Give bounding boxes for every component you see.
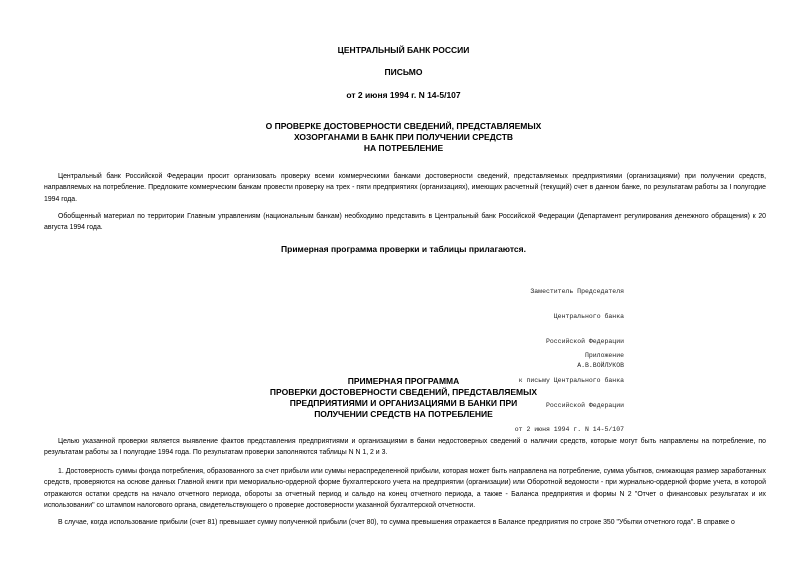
attachment-note: Примерная программа проверки и таблицы прилагаются. [281, 244, 526, 254]
paragraph-2-text: Обобщенный материал по территории Главным управлениям (национальным банкам) необходимо представить в Центральный банк Российской Федерации (Департамент регулирования денежного обращения) к 20 августа 1994 года. [44, 213, 766, 232]
appendix-line-4: от 2 июня 1994 г. N 14-5/107 [514, 426, 624, 434]
appendix-line-2: к письму Центрального банка [518, 377, 624, 385]
program-paragraph-1 [44, 436, 766, 459]
program-paragraph-2 [44, 466, 766, 512]
appendix-line-3: Российской Федерации [545, 401, 624, 409]
program-title-line-2: ПРОВЕРКИ ДОСТОВЕРНОСТИ СВЕДЕНИЙ, ПРЕДСТАВЛЯЕМЫХ [269, 387, 538, 397]
signature-line-1: Заместитель Председателя [530, 288, 624, 296]
program-title-line-3: ПРЕДПРИЯТИЯМИ И ОРГАНИЗАЦИЯМИ В БАНКИ ПРИ [289, 398, 518, 408]
paragraph-2 [44, 211, 766, 234]
doc-type: ПИСЬМО [384, 67, 423, 77]
doc-title-line-1: О ПРОВЕРКЕ ДОСТОВЕРНОСТИ СВЕДЕНИЙ, ПРЕДСТАВЛЯЕМЫХ [265, 121, 542, 131]
program-paragraph-3-text: В случае, когда использование прибыли (счет 81) превышает сумму полученной прибыли (счет 80), то сумма превышения отражается в Балансе предприятия по строке 350 "Убытки отчетного года". В справке о [58, 519, 735, 526]
program-paragraph-1-text: Целью указанной проверки является выявление фактов представления предприятиями и организациями в банки недостоверных сведений о наличии средств, которые могут быть направлены на потребление, по результатам работы за I полугодие 1994 года. По результатам проверки заполняются таблицы N N 1, 2 и 3. [44, 438, 766, 457]
doc-date-number: от 2 июня 1994 г. N 14-5/107 [346, 90, 461, 100]
paragraph-1-text: Центральный банк Российской Федерации просит организовать проверку всеми коммерческими банками достоверности сведений, представляемых предприятиями (организациями) при получении средств, направляемых на потребление. Предложите коммерческим банкам провести проверку на трех - пяти предприятиях (организациях), имеющих расчетный (текущий) счет в данном банке, по результатам работы за I полугодие 1994 года. [44, 173, 766, 203]
doc-title-line-3: НА ПОТРЕБЛЕНИЕ [363, 143, 444, 153]
signature-line-2: Центрального банка [553, 313, 624, 321]
signature-line-4: А.В.ВОЙЛУКОВ [577, 362, 624, 370]
program-title-line-4: ПОЛУЧЕНИИ СРЕДСТВ НА ПОТРЕБЛЕНИЕ [314, 409, 493, 419]
signature-line-3: Российской Федерации [545, 337, 624, 345]
program-paragraph-2-text: 1. Достоверность суммы фонда потребления, образованного за счет прибыли или суммы нераспределенной прибыли, которая может быть направлена на потребление, сумма убытков, снижающая размер заработанных средств, проверяются на основе данных Главной книги при мемориально-ордерной форме бухгалтерского учета на предприятии (организации) или Оборотной ведомости - при журнально-ордерной форме учета, в которой отражаются остатки средств на начало отчетного периода, обороты за отчетный период и сальдо на конец отчетного периода, а также - Баланса предприятия и формы N 2 "Отчет о финансовых результатах и их использовании" со штампом налогового органа, свидетельствующего о проверке достоверности указанной бухгалтерской отчетности. [44, 468, 766, 510]
program-paragraph-3 [44, 517, 766, 528]
org-name: ЦЕНТРАЛЬНЫЙ БАНК РОССИИ [337, 45, 470, 55]
paragraph-1 [44, 171, 766, 205]
appendix-line-1: Приложение [584, 352, 624, 360]
doc-title-line-2: ХОЗОРГАНАМИ В БАНК ПРИ ПОЛУЧЕНИИ СРЕДСТВ [293, 132, 514, 142]
program-title-line-1: ПРИМЕРНАЯ ПРОГРАММА [347, 376, 460, 386]
